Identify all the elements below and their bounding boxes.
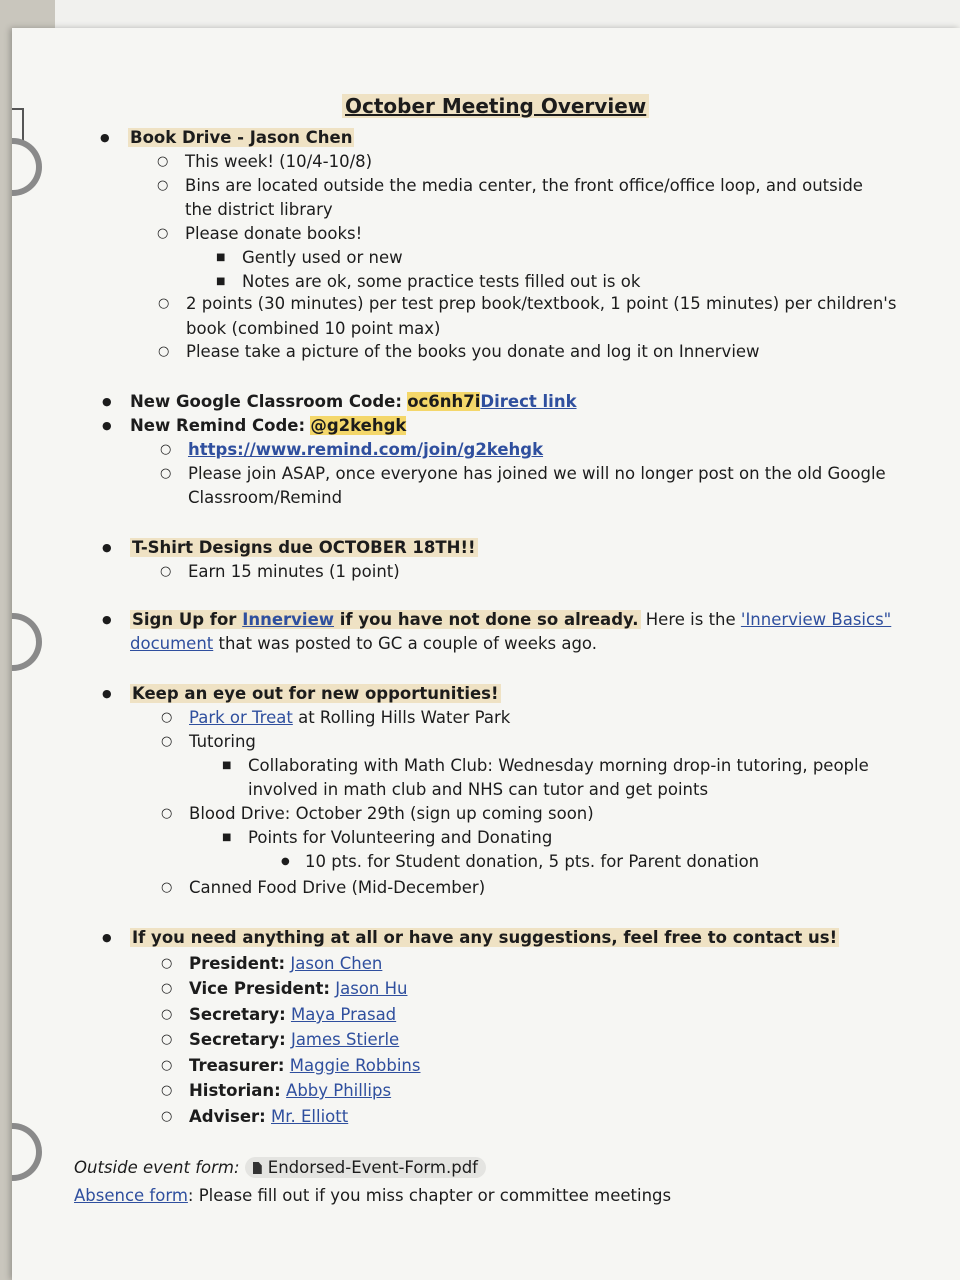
list-item: ○ 2 points (30 minutes) per test prep book/textbook, 1 point (15 minutes) per children's	[186, 292, 896, 316]
list-item: ○ Bins are located outside the media center, the front office/office loop, and outside	[185, 174, 863, 198]
officer-link[interactable]: Maggie Robbins	[289, 1056, 421, 1075]
officer-item: ○ Vice President: Jason Hu	[189, 977, 407, 1001]
document-link[interactable]: document	[130, 634, 214, 653]
list-sub-item: ■ Gently used or new	[242, 246, 403, 270]
officer-item: ○ President: Jason Chen	[189, 952, 382, 976]
list-item: ○ Earn 15 minutes (1 point)	[188, 560, 400, 584]
list-sub-item-cont: involved in math club and NHS can tutor and get points	[248, 780, 709, 799]
list-sub-item: ■ Collaborating with Math Club: Wednesday morning drop-in tutoring, people	[248, 754, 869, 778]
list-item-cont: the district library	[185, 200, 333, 219]
file-chip[interactable]: Endorsed-Event-Form.pdf	[245, 1157, 486, 1178]
remind-url-link[interactable]: https://www.remind.com/join/g2kehgk	[188, 440, 544, 459]
list-item: ○ Tutoring	[189, 730, 256, 754]
absence-form-link[interactable]: Absence form	[74, 1186, 188, 1205]
classroom-code: oc6nh7i	[407, 392, 481, 411]
park-or-treat-link[interactable]: Park or Treat	[189, 708, 293, 727]
opportunities-heading: ● Keep an eye out for new opportunities!	[130, 682, 501, 706]
file-icon	[253, 1162, 262, 1174]
list-item-cont: book (combined 10 point max)	[186, 319, 441, 338]
list-item: ○ Please take a picture of the books you donate and log it on Innerview	[186, 340, 760, 364]
list-item: ○ Blood Drive: October 29th (sign up coming soon)	[189, 802, 594, 826]
binder-ring	[12, 138, 42, 196]
contact-heading: ● If you need anything at all or have any suggestions, feel free to contact us!	[130, 926, 839, 950]
list-sub-sub-item: ● 10 pts. for Student donation, 5 pts. for Parent donation	[305, 850, 759, 874]
binder-ring	[12, 1123, 42, 1181]
signup-line: ● Sign Up for Innerview if you have not done so already. Here is the 'Innerview Basics"	[130, 608, 891, 632]
remind-code: @g2kehgk	[310, 416, 407, 435]
officer-item: ○ Secretary: Maya Prasad	[189, 1003, 396, 1027]
outside-event-line: Outside event form: Endorsed-Event-Form.pdf	[74, 1156, 486, 1180]
officer-link[interactable]: Abby Phillips	[286, 1081, 392, 1100]
list-sub-item: ■ Points for Volunteering and Donating	[248, 826, 552, 850]
officer-item: ○ Treasurer: Maggie Robbins	[189, 1054, 420, 1078]
list-item: ○ Please join ASAP, once everyone has joined we will no longer post on the old Google	[188, 462, 886, 486]
list-item: ○ This week! (10/4-10/8)	[185, 150, 372, 174]
page-title: October Meeting Overview	[342, 94, 649, 118]
classroom-code-line: ● New Google Classroom Code: oc6nh7iDirect link	[130, 390, 577, 414]
officer-link[interactable]: Maya Prasad	[290, 1005, 397, 1024]
absence-form-line: Absence form: Please fill out if you miss chapter or committee meetings	[74, 1186, 672, 1205]
list-sub-item: ■ Notes are ok, some practice tests filled out is ok	[242, 270, 640, 294]
officer-link[interactable]: Jason Chen	[290, 954, 383, 973]
list-item: ○ Canned Food Drive (Mid-December)	[189, 876, 485, 900]
signup-pre: Sign Up for Innerview if you have not done so already.	[132, 610, 639, 629]
binder-clip	[12, 108, 24, 142]
officer-link[interactable]: Mr. Elliott	[271, 1107, 349, 1126]
paper-page	[12, 28, 960, 1280]
list-item: ○ Park or Treat at Rolling Hills Water Park	[189, 706, 510, 730]
officer-link[interactable]: James Stierle	[290, 1030, 400, 1049]
remind-url-item	[188, 438, 543, 462]
officer-link[interactable]: Jason Hu	[335, 979, 408, 998]
direct-link[interactable]: Direct link	[480, 392, 577, 411]
signup-line-cont: document that was posted to GC a couple of weeks ago.	[130, 634, 597, 653]
officer-item: ○ Historian: Abby Phillips	[189, 1079, 391, 1103]
binder-ring	[12, 613, 42, 671]
officer-item: ○ Adviser: Mr. Elliott	[189, 1105, 348, 1129]
list-item-cont: Classroom/Remind	[188, 488, 343, 507]
list-item: ○ Please donate books!	[185, 222, 362, 246]
innerview-link[interactable]: Innerview	[242, 610, 335, 629]
innerview-basics-link[interactable]: 'Innerview Basics"	[740, 610, 892, 629]
book-drive-heading: ● Book Drive - Jason Chen	[128, 126, 354, 150]
remind-code-line: ● New Remind Code: @g2kehgk	[130, 414, 406, 438]
officer-item: ○ Secretary: James Stierle	[189, 1028, 399, 1052]
tshirt-heading: ● T-Shirt Designs due OCTOBER 18TH!!	[130, 536, 478, 560]
